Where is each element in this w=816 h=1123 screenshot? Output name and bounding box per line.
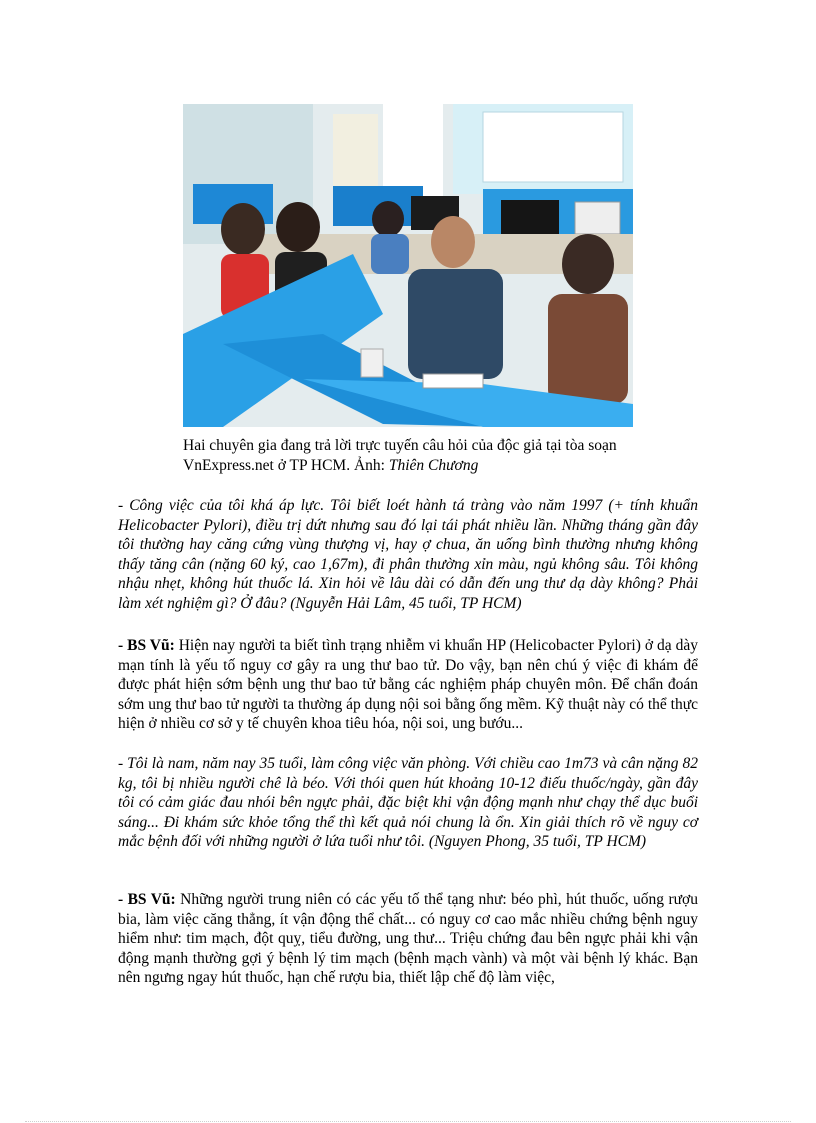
- answer-1-text: Hiện nay người ta biết tình trạng nhiễm vi khuẩn HP (Helicobacter Pylori) ở dạ dày mạn tính là yếu tố nguy cơ gây ra ung thư bao tử. Do vậy, bạn nên chú ý việc đi khám để được phát hiện sớm bệnh ung thư bao tử bằng các nghiệm pháp chuyên môn. Để chẩn đoán sớm ung thư bao tử người ta thường áp dụng nội soi bằng ống mềm. Kỹ thuật này có thể thực hiện ở nhiều cơ sở y tế chuyên khoa tiêu hóa, nội soi, ung bướu...: [118, 637, 698, 732]
- photo-caption: [183, 436, 653, 476]
- answer-2-text: Những người trung niên có các yếu tố thể tạng như: béo phì, hút thuốc, uống rượu bia, làm việc căng thẳng, ít vận động thể chất... có nguy cơ cao mắc nhiều chứng bệnh nguy hiểm như: tim mạch, đột quỵ, tiểu đường, ung thư... Triệu chứng đau bên ngực phải khi vận động mạnh thường gợi ý bệnh lý tim mạch (bệnh mạch vành) và một vài bệnh lý khác. Bạn nên ngưng ngay hút thuốc, hạn chế rượu bia, thiết lập chế độ làm việc,: [118, 891, 699, 986]
- answer-2-label: - BS Vũ:: [118, 891, 176, 908]
- caption-text: Hai chuyên gia đang trả lời trực tuyến câu hỏi của độc giả tại tòa soạn VnExpress.net ở TP HCM. Ảnh:: [183, 437, 617, 474]
- question-1-text: - Công việc của tôi khá áp lực. Tôi biết loét hành tá tràng vào năm 1997 (+ tính khuẩn Helicobacter Pylori), điều trị dứt nhưng sau đó lại tái phát nhiều lần. Những tháng gần đây tôi thường hay căng cứng vùng thượng vị, hay ợ chua, ăn uống bình thường nhưng không thấy tăng cân (nặng 60 ký, cao 1,67m), đi phân thường xỉn màu, ngủ không sâu. Tôi không nhậu nhẹt, không hút thuốc lá. Xin hỏi về lâu dài có dẫn đến ung thư dạ dày không? Phải làm xét nghiệm gì? Ở đâu? (Nguyễn Hải Lâm, 45 tuổi, TP HCM): [118, 497, 698, 612]
- caption-credit: Thiên Chương: [388, 457, 479, 474]
- question-2-text: - Tôi là nam, năm nay 35 tuổi, làm công việc văn phòng. Với chiều cao 1m73 và cân nặng 82 kg, tôi bị nhiều người chê là béo. Với thói quen hút khoảng 10-12 điếu thuốc/ngày, gần đây tôi có cảm giác đau nhói bên ngực phải, đặc biệt khi vận động mạnh như chạy thể dục buổi sáng... Đi khám sức khỏe tổng thể thì kết quả nói chung là ổn. Xin giải thích rõ về nguy cơ mắc bệnh đối với những người ở lứa tuổi như tôi. (Nguyen Phong, 35 tuổi, TP HCM): [118, 755, 698, 850]
- answer-1: [118, 636, 698, 734]
- question-1: [118, 496, 698, 613]
- answer-2: [118, 890, 698, 988]
- office-scene-image: [183, 104, 633, 427]
- question-2: [118, 754, 698, 852]
- answer-1-label: - BS Vũ:: [118, 637, 175, 654]
- page-bottom-border: [25, 1121, 791, 1122]
- newsroom-photo: [183, 104, 633, 427]
